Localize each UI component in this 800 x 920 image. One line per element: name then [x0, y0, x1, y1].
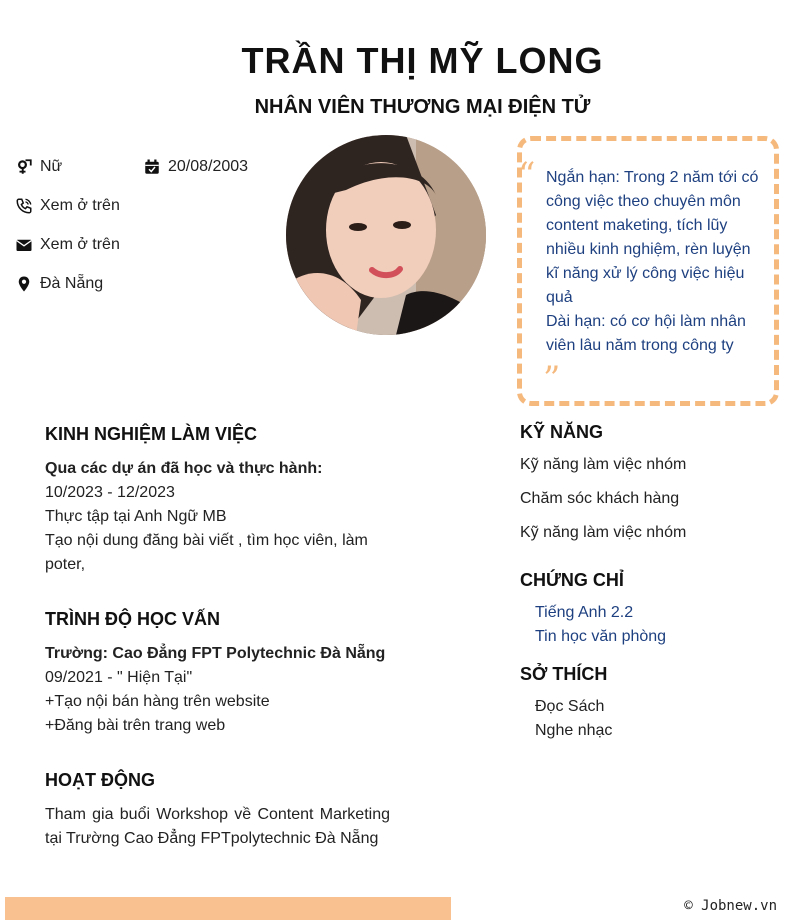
education-period: 09/2021 - " Hiện Tại"	[45, 669, 193, 686]
gender-value: Nữ	[40, 158, 63, 175]
education-line-2: +Đăng bài trên trang web	[45, 717, 226, 734]
avatar	[286, 135, 486, 335]
gender-icon	[15, 158, 33, 176]
birthday-value: 20/08/2003	[168, 158, 249, 175]
phone-value: Xem ở trên	[40, 197, 120, 214]
experience-period: 10/2023 - 12/2023	[45, 484, 175, 501]
footer-accent-bar	[5, 897, 451, 920]
certificates-heading: CHỨNG CHỈ	[520, 570, 624, 590]
experience-subtitle: Qua các dự án đã học và thực hành:	[45, 460, 323, 477]
job-position: NHÂN VIÊN THƯƠNG MẠI ĐIỆN TỬ	[254, 96, 591, 118]
envelope-icon	[15, 236, 33, 254]
calendar-icon	[143, 158, 161, 176]
objective-text	[546, 166, 761, 358]
activities-heading: HOẠT ĐỘNG	[45, 770, 155, 790]
map-pin-icon	[15, 275, 33, 293]
skill-item: Chăm sóc khách hàng	[520, 490, 680, 507]
close-quote-icon: ”	[543, 359, 561, 399]
experience-description: Tạo nội dung đăng bài viết , tìm học viên, làm poter,	[45, 532, 368, 573]
experience-heading: KINH NGHIỆM LÀM VIỆC	[45, 424, 258, 444]
education-line-1: +Tạo nội bán hàng trên website	[45, 693, 270, 710]
open-quote-icon: “	[518, 155, 536, 195]
phone-icon	[15, 197, 33, 215]
short-term-objective: Ngắn hạn: Trong 2 năm tới có công việc theo chuyên môn content maketing, tích lũy nhiều kinh nghiệm, rèn luyện kĩ năng xử lý công việc hiệu quả	[546, 169, 759, 306]
activities-description: Tham gia buổi Workshop về Content Marketing tại Trường Cao Đẳng FPTpolytechnic Đà Nẵng	[45, 806, 390, 847]
hobby-item: Nghe nhạc	[535, 722, 613, 739]
phone-row	[15, 197, 120, 215]
long-term-objective: Dài hạn: có cơ hội làm nhân viên lâu năm trong công ty	[546, 313, 746, 354]
candidate-name: TRẦN THỊ MỸ LONG	[241, 40, 604, 81]
education-heading: TRÌNH ĐỘ HỌC VẤN	[45, 609, 220, 629]
address-value: Đà Nẵng	[40, 275, 104, 292]
skill-item: Kỹ năng làm việc nhóm	[520, 456, 687, 473]
hobbies-heading: SỞ THÍCH	[520, 664, 608, 684]
address-row	[15, 275, 103, 293]
experience-role: Thực tập tại Anh Ngữ MB	[45, 508, 227, 525]
footer-credit: © Jobnew.vn	[684, 898, 777, 914]
skills-heading: KỸ NĂNG	[520, 422, 604, 442]
gender-row	[15, 158, 62, 176]
birthday-row	[143, 158, 248, 176]
certificate-item: Tin học văn phòng	[535, 628, 667, 645]
skill-item: Kỹ năng làm việc nhóm	[520, 524, 687, 541]
education-school: Trường: Cao Đẳng FPT Polytechnic Đà Nẵng	[45, 645, 386, 662]
certificate-item: Tiếng Anh 2.2	[535, 604, 634, 621]
email-value: Xem ở trên	[40, 236, 120, 253]
email-row	[15, 236, 120, 254]
hobby-item: Đọc Sách	[535, 698, 605, 715]
